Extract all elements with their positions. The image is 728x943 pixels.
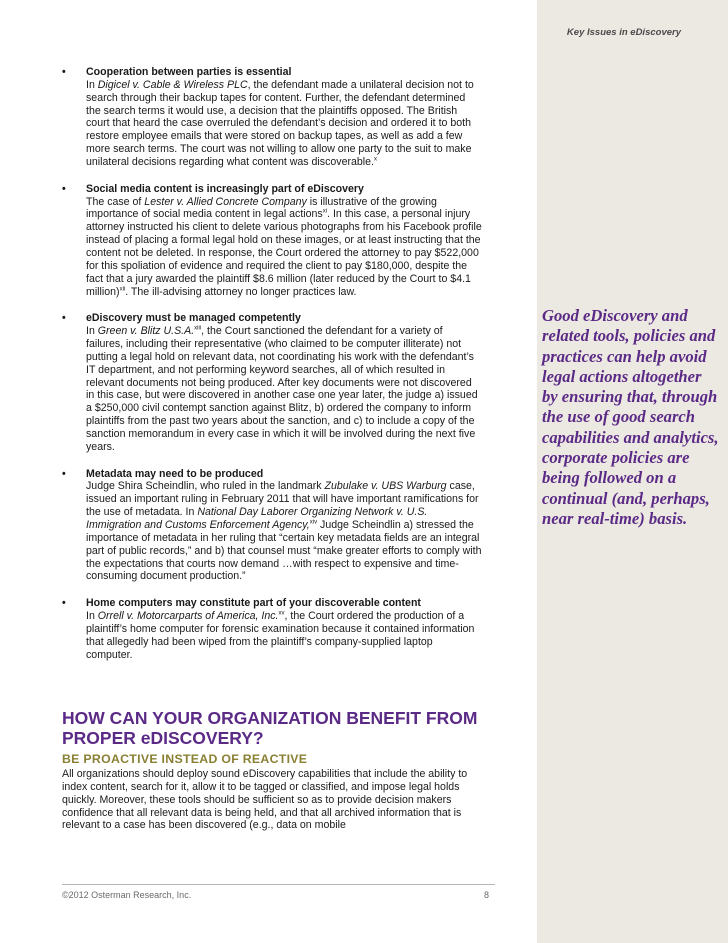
- footnote-ref: x: [373, 156, 377, 163]
- text: In: [86, 610, 98, 623]
- bullet-managed-competently: [62, 312, 482, 453]
- case-name: National Day Laborer Organizing Network v. U.S. Immigration and Customs Enforcement Agency,: [86, 506, 428, 531]
- case-name: Orrell v. Motorcarparts of America, Inc.: [97, 610, 279, 623]
- footnote-ref: xiii: [194, 325, 202, 332]
- text: Judge Shira Scheindlin, who ruled in the landmark: [86, 480, 325, 493]
- case-name: Green v. Blitz U.S.A.: [97, 325, 195, 338]
- case-name: Lester v. Allied Concrete Company: [144, 195, 307, 208]
- bullet-body: [86, 196, 482, 299]
- bullet-title: Metadata may need to be produced: [86, 467, 264, 480]
- bullet-social-media: [62, 183, 482, 299]
- text: case, issued an important ruling in February 2011 that will have important ramifications for the use of metadata. In: [86, 480, 479, 519]
- running-header: Key Issues in eDiscovery: [566, 27, 681, 38]
- text: In: [86, 325, 98, 338]
- bullet-title: Social media content is increasingly part of eDiscovery: [86, 182, 364, 195]
- bullet-body: [86, 79, 482, 169]
- bullet-marker: •: [62, 66, 66, 78]
- section-heading: HOW CAN YOUR ORGANIZATION BENEFIT FROM PROPER eDISCOVERY?: [62, 708, 478, 748]
- bullet-body: [86, 325, 482, 453]
- bullet-home-computers: [62, 597, 482, 661]
- text: . The ill-advising attorney no longer practices law.: [125, 285, 357, 298]
- pull-quote: Good eDiscovery and related tools, policies and practices can help avoid legal actions altogether by ensuring that, through the use of good search capabilities and analytics, corporate policies are being followed on a continual (and, perhaps, near real-time) basis.: [542, 306, 719, 528]
- bullet-title: Home computers may constitute part of your discoverable content: [86, 597, 421, 610]
- text: The case of: [86, 195, 145, 208]
- section-subheading: BE PROACTIVE INSTEAD OF REACTIVE: [62, 752, 308, 766]
- footer-copyright: ©2012 Osterman Research, Inc.: [62, 890, 192, 900]
- bullet-metadata: [62, 468, 482, 584]
- case-name: Digicel v. Cable & Wireless PLC: [97, 78, 248, 91]
- footer-divider: [62, 884, 495, 885]
- page-number: 8: [484, 890, 490, 900]
- bullet-marker: •: [62, 182, 66, 195]
- case-name: Zubulake v. UBS Warburg: [324, 480, 447, 493]
- bullet-body: [86, 480, 482, 583]
- text: , the defendant made a unilateral decision not to search through their backup tapes for content. Further, the defendant determined the search terms it would use, a decision that the plaintiffs opposed. The British court that heard the case overruled the defendant’s decision and ordered it to both restore employee emails that were stored on backup tapes, as well as add a few more search terms. The court was not willing to allow one party to the suit to make unilateral decisions regarding what content was discoverable.: [86, 78, 474, 168]
- bullet-marker: •: [62, 467, 66, 480]
- bullet-cooperation: [62, 66, 482, 169]
- footnote-ref: xii: [119, 285, 126, 292]
- text: is illustrative of the growing importance of social media content in legal actions: [86, 195, 437, 221]
- bullet-marker: •: [62, 597, 66, 610]
- footnote-ref: xi: [322, 208, 328, 215]
- text: Judge Scheindlin a) stressed the importance of metadata in her ruling that “certain key metadata fields are an integral part of public records,” and b) that counsel must “make greater efforts to comply with the expectations that courts now demand …with respect to expensive and time-consuming document production.”: [86, 519, 482, 583]
- text: In: [86, 78, 98, 91]
- main-content: [62, 66, 482, 675]
- text: . In this case, a personal injury attorney instructed his client to delete various photographs from his Facebook profile instead of placing a formal legal hold on these images, or at least instructing that the content not be deleted. In response, the Court ordered the attorney to pay $522,000 for this spoliation of evidence and required the client to pay $180,000, despite the fact that a jury awarded the plaintiff $8.6 million (later reduced by the Court to $4.1 million): [86, 208, 482, 298]
- text: , the Court sanctioned the defendant for a variety of failures, including their representative (who claimed to be computer illiterate) not putting a legal hold on relevant data, not coordinating his work with the defendant’s IT department, and not performing keyword searches, all of which resulted in relevant documents not being produced. After key documents were not discovered in this case, but were discovered in another case one year later, the judge a) issued a $250,000 civil contempt sanction against Blitz, b) ordered the company to inform plaintiffs from the past two years about the sanction, and c) to include a copy of the sanction memorandum in every case in which it will be involved during the next five years.: [86, 325, 478, 453]
- text: , the Court ordered the production of a plaintiff’s home computer for forensic examination because it contained information that allegedly had been wiped from the plaintiff’s company-supplied laptop computer.: [86, 610, 475, 661]
- bullet-title: Cooperation between parties is essential: [86, 66, 292, 78]
- bullet-title: eDiscovery must be managed competently: [86, 312, 301, 325]
- bullet-marker: •: [62, 312, 66, 325]
- footnote-ref: xiv: [309, 519, 318, 526]
- footnote-ref: xv: [278, 610, 285, 617]
- bullet-body: [86, 610, 482, 661]
- section-body: All organizations should deploy sound eDiscovery capabilities that include the ability to index content, search for it, allow it to be tagged or classified, and impose legal holds quickly. Moreover, these tools should be sufficient so as to provide decision makers confidence that all relevant data is being held, and that all archived information that is relevant to a case has been discovered (e.g., data on mobile: [62, 768, 468, 832]
